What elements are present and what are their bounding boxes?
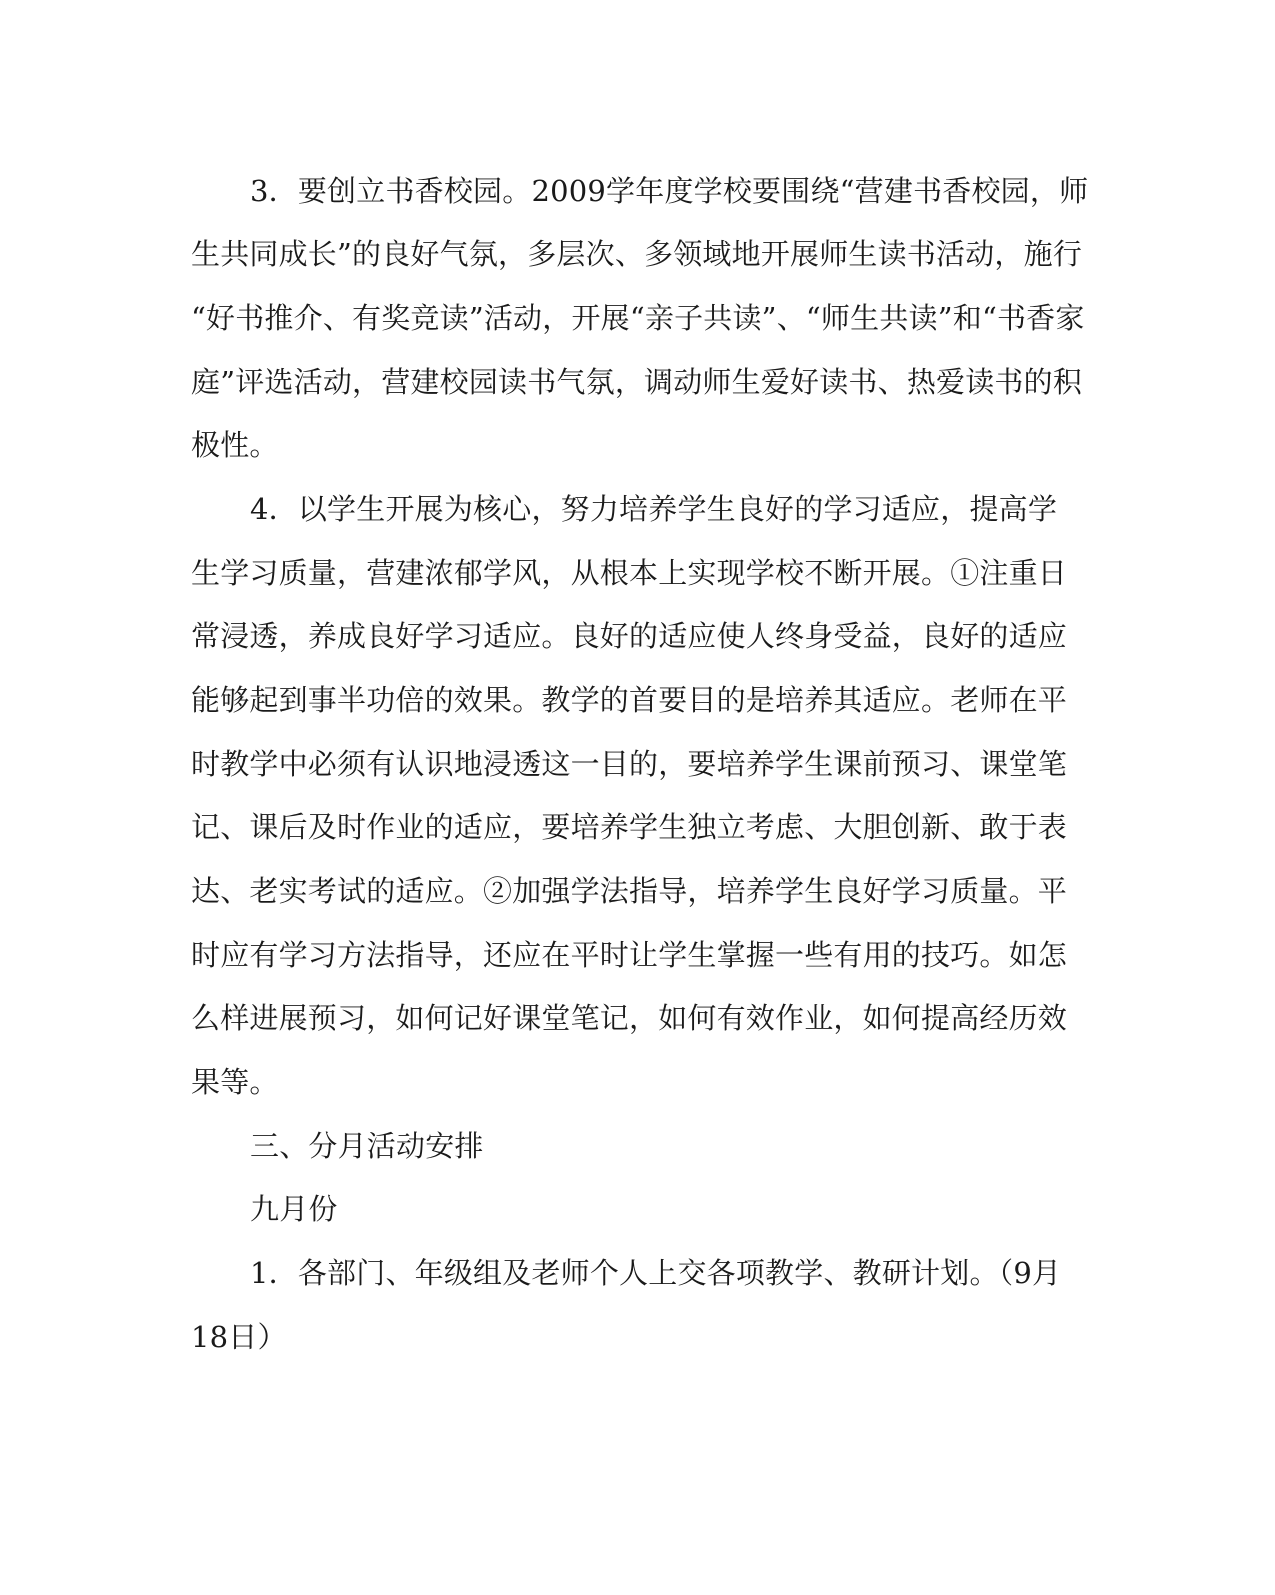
paragraph-4-line-6: 记、课后及时作业的适应，要培养学生独立考虑、大胆创新、敢于表 — [191, 810, 1068, 844]
september-item-1-line-1: 1．各部门、年级组及老师个人上交各项教学、教研计划。（9月 — [250, 1256, 1062, 1290]
paragraph-4-line-7: 达、老实考试的适应。②加强学法指导，培养学生良好学习质量。平 — [191, 874, 1068, 908]
paragraph-4-line-10: 果等。 — [191, 1065, 279, 1099]
paragraph-3-line-5: 极性。 — [191, 428, 279, 462]
paragraph-4-line-5: 时教学中必须有认识地浸透这一目的，要培养学生课前预习、课堂笔 — [191, 747, 1068, 781]
paragraph-4-line-2: 生学习质量，营建浓郁学风，从根本上实现学校不断开展。①注重日 — [191, 556, 1068, 590]
paragraph-4-line-3: 常浸透，养成良好学习适应。良好的适应使人终身受益，良好的适应 — [191, 619, 1068, 653]
paragraph-3-line-4: 庭”评选活动，营建校园读书气氛，调动师生爱好读书、热爱读书的积 — [191, 365, 1083, 399]
paragraph-4-line-8: 时应有学习方法指导，还应在平时让学生掌握一些有用的技巧。如怎 — [191, 938, 1068, 972]
paragraph-4-line-1: 4．以学生开展为核心，努力培养学生良好的学习适应，提高学 — [250, 492, 1058, 526]
september-item-1-line-2: 18日） — [191, 1320, 287, 1354]
paragraph-3-line-3: “好书推介、有奖竞读”活动，开展“亲子共读”、“师生共读”和“书香家 — [191, 301, 1085, 335]
section-heading: 三、分月活动安排 — [250, 1129, 484, 1163]
month-heading: 九月份 — [250, 1192, 338, 1226]
paragraph-4-line-9: 么样进展预习，如何记好课堂笔记，如何有效作业，如何提高经历效 — [191, 1001, 1068, 1035]
paragraph-4-line-4: 能够起到事半功倍的效果。教学的首要目的是培养其适应。老师在平 — [191, 683, 1068, 717]
paragraph-3-line-1: 3．要创立书香校园。2009学年度学校要围绕“营建书香校园，师 — [250, 174, 1089, 208]
paragraph-3-line-2: 生共同成长”的良好气氛，多层次、多领域地开展师生读书活动，施行 — [191, 237, 1083, 271]
